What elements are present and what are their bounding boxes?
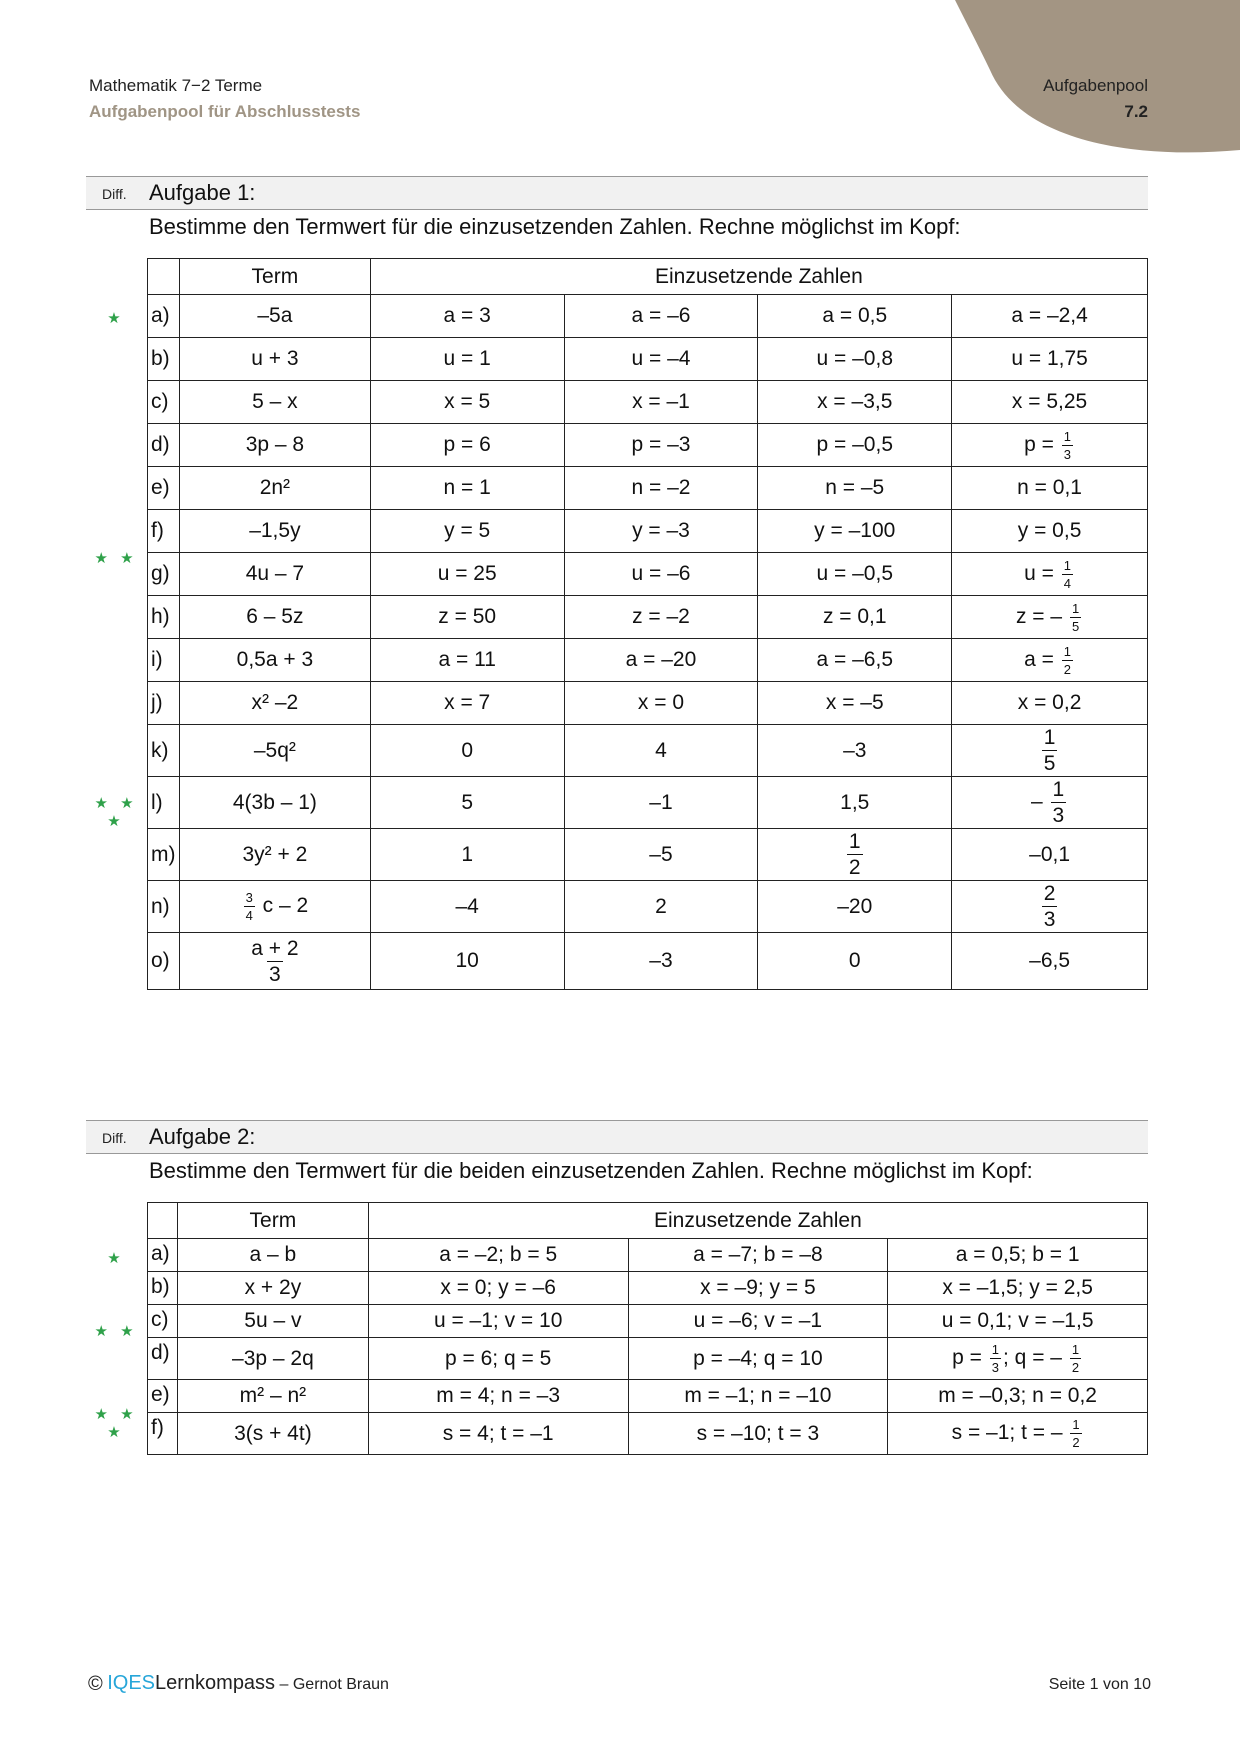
row-label: a) — [148, 1239, 178, 1272]
value-cell: a = –20 — [564, 639, 758, 682]
table-row — [148, 1305, 1148, 1338]
value-cell: p = –0,5 — [758, 424, 952, 467]
value-cell: –6,5 — [952, 933, 1148, 990]
header-left — [89, 76, 360, 122]
value-cell: u = –0,8 — [758, 338, 952, 381]
value-cell: u = –4 — [564, 338, 758, 381]
value-cell: –4 — [370, 881, 564, 933]
term-cell: 2n² — [179, 467, 370, 510]
fraction — [1062, 559, 1073, 590]
value-cell: y = 0,5 — [952, 510, 1148, 553]
row-label: f) — [148, 510, 180, 553]
row-label: d) — [148, 1338, 178, 1380]
table-row — [148, 424, 1148, 467]
value-cell: u = 1,75 — [952, 338, 1148, 381]
value-cell: –3 — [564, 933, 758, 990]
pool-subtitle: Aufgabenpool für Abschlusstests — [89, 102, 361, 121]
difficulty-stars-1: ★ — [107, 310, 125, 327]
value-cell: x = –1 — [564, 381, 758, 424]
task2-instruction: Bestimme den Termwert für die beiden einzusetzenden Zahlen. Rechne möglichst im Kopf: — [149, 1158, 1033, 1183]
table-row — [148, 725, 1148, 777]
fraction-numerator: 3 — [245, 890, 253, 905]
row-label: m) — [148, 829, 180, 881]
term-cell: a – b — [177, 1239, 368, 1272]
value-cell — [888, 1413, 1148, 1455]
term-cell: 3p – 8 — [179, 424, 370, 467]
fraction-numerator: 1 — [1063, 557, 1071, 573]
row-label: j) — [148, 682, 180, 725]
term-cell: 3y² + 2 — [179, 829, 370, 881]
value-cell: 0 — [758, 933, 952, 990]
table-row — [148, 777, 1148, 829]
value-cell: a = 0,5 — [758, 295, 952, 338]
subject-title: Mathematik 7−2 Terme — [89, 76, 263, 95]
fraction — [1070, 602, 1081, 633]
row-label: d) — [148, 424, 180, 467]
task1-instruction: Bestimme den Termwert für die einzusetzenden Zahlen. Rechne möglichst im Kopf: — [149, 214, 961, 239]
table-row — [148, 381, 1148, 424]
value-cell: m = –0,3; n = 0,2 — [888, 1380, 1148, 1413]
task2-title: Aufgabe 2: — [149, 1124, 256, 1149]
table-row — [148, 1413, 1148, 1455]
table-row — [148, 596, 1148, 639]
fraction-denominator: 2 — [1063, 661, 1071, 677]
value-cell: x = 0; y = –6 — [368, 1272, 628, 1305]
page-number: Seite 1 von 10 — [1048, 1676, 1151, 1693]
value-cell: 4 — [564, 725, 758, 777]
value-cell: y = 5 — [370, 510, 564, 553]
table-row — [148, 295, 1148, 338]
term-cell: 3(s + 4t) — [177, 1413, 368, 1455]
value-cell — [758, 829, 952, 881]
value-prefix: p = — [1024, 432, 1054, 456]
fraction-numerator: 1 — [1043, 726, 1056, 749]
table-row — [148, 338, 1148, 381]
task1-header-bar — [86, 176, 1148, 210]
value-cell: u = –0,5 — [758, 553, 952, 596]
value-cell: a = –2,4 — [952, 295, 1148, 338]
value-cell: u = –1; v = 10 — [368, 1305, 628, 1338]
fraction — [1051, 779, 1067, 826]
header-blank-cell — [148, 1203, 178, 1239]
term-cell: –1,5y — [179, 510, 370, 553]
pool-number: 7.2 — [1124, 102, 1148, 121]
difficulty-stars-2: ★ ★ — [94, 1323, 138, 1340]
value-cell: 5 — [370, 777, 564, 829]
value-cell: u = 1 — [370, 338, 564, 381]
value-cell: –1 — [564, 777, 758, 829]
term-cell: u + 3 — [179, 338, 370, 381]
fraction — [244, 891, 255, 922]
value-text: s = –1; t = – — [951, 1421, 1063, 1445]
term-cell: m² – n² — [177, 1380, 368, 1413]
fraction-numerator: 1 — [1071, 1342, 1080, 1357]
value-cell: 10 — [370, 933, 564, 990]
table-row — [148, 1239, 1148, 1272]
value-cell: p = 6 — [370, 424, 564, 467]
term-cell: x² –2 — [179, 682, 370, 725]
fraction — [847, 831, 863, 878]
value-prefix: – — [1030, 790, 1043, 814]
value-cell: x = 0 — [564, 682, 758, 725]
value-cell — [952, 881, 1148, 933]
term-cell: 6 – 5z — [179, 596, 370, 639]
col-header-term: Term — [179, 259, 370, 295]
term-cell: 5 – x — [179, 381, 370, 424]
fraction — [990, 1343, 1001, 1374]
fraction-denominator: 2 — [848, 856, 861, 879]
fraction-denominator: 5 — [1071, 618, 1080, 634]
fraction-denominator: 2 — [1071, 1360, 1080, 1375]
term-cell: –5a — [179, 295, 370, 338]
value-cell: –20 — [758, 881, 952, 933]
term-cell — [179, 933, 370, 990]
value-cell: p = 6; q = 5 — [368, 1338, 628, 1380]
value-cell: –0,1 — [952, 829, 1148, 881]
task2-header-bar — [86, 1120, 1148, 1154]
fraction-denominator: 3 — [1063, 446, 1071, 462]
col-header-values: Einzusetzende Zahlen — [370, 259, 1147, 295]
table-header-row — [148, 1203, 1148, 1239]
value-cell: p = –3 — [564, 424, 758, 467]
value-cell: x = –1,5; y = 2,5 — [888, 1272, 1148, 1305]
row-label: n) — [148, 881, 180, 933]
table-row — [148, 881, 1148, 933]
value-cell: 1,5 — [758, 777, 952, 829]
value-cell: u = –6 — [564, 553, 758, 596]
fraction-denominator: 4 — [245, 908, 253, 923]
value-cell: x = –3,5 — [758, 381, 952, 424]
fraction-denominator: 3 — [1052, 804, 1065, 827]
value-cell: a = –6 — [564, 295, 758, 338]
header-blank-cell — [148, 259, 180, 295]
value-cell: x = 0,2 — [952, 682, 1148, 725]
footer-credit — [88, 1672, 389, 1696]
fraction-numerator: 1 — [1071, 600, 1080, 616]
value-cell: z = 50 — [370, 596, 564, 639]
value-prefix: u = — [1024, 561, 1054, 585]
term-cell: 4u – 7 — [179, 553, 370, 596]
value-cell — [952, 639, 1148, 682]
table-row — [148, 829, 1148, 881]
col-header-values: Einzusetzende Zahlen — [368, 1203, 1147, 1239]
value-cell: a = 3 — [370, 295, 564, 338]
table-row — [148, 1338, 1148, 1380]
value-cell: u = 25 — [370, 553, 564, 596]
value-cell: s = 4; t = –1 — [368, 1413, 628, 1455]
row-label: c) — [148, 1305, 178, 1338]
row-label: b) — [148, 1272, 178, 1305]
row-label: e) — [148, 467, 180, 510]
value-cell: n = –5 — [758, 467, 952, 510]
term-cell: 4(3b – 1) — [179, 777, 370, 829]
term-suffix: c – 2 — [262, 894, 309, 918]
table-row — [148, 1272, 1148, 1305]
value-cell: y = –100 — [758, 510, 952, 553]
table-row — [148, 553, 1148, 596]
term-cell: 0,5a + 3 — [179, 639, 370, 682]
value-cell: u = 0,1; v = –1,5 — [888, 1305, 1148, 1338]
brand-lernkompass: Lernkompass — [155, 1672, 276, 1694]
fraction — [1062, 645, 1073, 676]
difficulty-stars-1: ★ — [107, 1250, 125, 1267]
value-cell: p = –4; q = 10 — [628, 1338, 888, 1380]
fraction-numerator: a + 2 — [251, 936, 299, 960]
row-label: b) — [148, 338, 180, 381]
table-row — [148, 682, 1148, 725]
difficulty-stars-3: ★ ★ ★ — [94, 1406, 138, 1441]
row-label: a) — [148, 295, 180, 338]
value-cell: a = –6,5 — [758, 639, 952, 682]
value-cell: x = –9; y = 5 — [628, 1272, 888, 1305]
fraction-numerator: 1 — [1063, 428, 1071, 444]
value-cell: x = 5 — [370, 381, 564, 424]
value-cell: n = 1 — [370, 467, 564, 510]
value-cell: x = 7 — [370, 682, 564, 725]
value-cell — [952, 553, 1148, 596]
table-row — [148, 1380, 1148, 1413]
row-label: g) — [148, 553, 180, 596]
col-header-term: Term — [177, 1203, 368, 1239]
value-cell: 2 — [564, 881, 758, 933]
fraction — [1070, 1418, 1081, 1449]
pool-label: Aufgabenpool — [1043, 76, 1148, 95]
fraction-denominator: 3 — [991, 1360, 1000, 1375]
value-cell: n = 0,1 — [952, 467, 1148, 510]
value-prefix: a = — [1024, 647, 1054, 671]
value-cell — [952, 777, 1148, 829]
fraction-numerator: 1 — [1052, 778, 1065, 801]
value-cell: m = 4; n = –3 — [368, 1380, 628, 1413]
term-cell: –3p – 2q — [177, 1338, 368, 1380]
fraction-denominator: 3 — [269, 962, 281, 986]
term-cell: –5q² — [179, 725, 370, 777]
row-label: c) — [148, 381, 180, 424]
fraction — [1042, 883, 1058, 930]
fraction — [249, 938, 300, 985]
value-cell: m = –1; n = –10 — [628, 1380, 888, 1413]
value-cell: x = 5,25 — [952, 381, 1148, 424]
row-label: f) — [148, 1413, 178, 1455]
value-cell: z = –2 — [564, 596, 758, 639]
value-cell — [952, 596, 1148, 639]
row-label: k) — [148, 725, 180, 777]
fraction-numerator: 1 — [1072, 1417, 1080, 1432]
fraction-denominator: 2 — [1072, 1435, 1080, 1450]
value-cell: u = –6; v = –1 — [628, 1305, 888, 1338]
table-row — [148, 933, 1148, 990]
value-cell: –5 — [564, 829, 758, 881]
header-right — [1043, 76, 1148, 122]
fraction-numerator: 2 — [1043, 882, 1056, 905]
task1-title: Aufgabe 1: — [149, 180, 256, 205]
value-cell — [952, 725, 1148, 777]
term-cell — [179, 881, 370, 933]
fraction-denominator: 3 — [1043, 908, 1056, 931]
value-cell: n = –2 — [564, 467, 758, 510]
value-cell: y = –3 — [564, 510, 758, 553]
value-prefix: z = – — [1015, 604, 1063, 628]
difficulty-stars-2: ★ ★ — [94, 550, 138, 567]
row-label: l) — [148, 777, 180, 829]
row-label: o) — [148, 933, 180, 990]
task1-table — [147, 258, 1148, 990]
copyright-symbol: © — [88, 1673, 103, 1695]
fraction-numerator: 1 — [991, 1342, 1000, 1357]
value-cell: a = –7; b = –8 — [628, 1239, 888, 1272]
fraction-denominator: 5 — [1043, 752, 1056, 775]
fraction-numerator: 1 — [848, 830, 861, 853]
table-row — [148, 510, 1148, 553]
fraction — [1062, 430, 1073, 461]
value-cell: x = –5 — [758, 682, 952, 725]
value-text: p = — [952, 1346, 982, 1370]
author: – Gernot Braun — [279, 1676, 389, 1693]
value-cell: a = 0,5; b = 1 — [888, 1239, 1148, 1272]
diff-label: Diff. — [102, 1130, 127, 1146]
row-label: e) — [148, 1380, 178, 1413]
value-cell — [888, 1338, 1148, 1380]
diff-label: Diff. — [102, 186, 127, 202]
value-cell: 1 — [370, 829, 564, 881]
fraction — [1070, 1343, 1081, 1374]
fraction-numerator: 1 — [1063, 643, 1071, 659]
value-cell — [952, 424, 1148, 467]
brand-iqes: IQES — [107, 1672, 155, 1694]
value-cell: a = –2; b = 5 — [368, 1239, 628, 1272]
fraction — [1042, 727, 1058, 774]
value-cell: 0 — [370, 725, 564, 777]
value-cell: –3 — [758, 725, 952, 777]
term-cell: x + 2y — [177, 1272, 368, 1305]
table-header-row — [148, 259, 1148, 295]
value-text: ; q = – — [1003, 1346, 1062, 1370]
value-cell: a = 11 — [370, 639, 564, 682]
term-cell: 5u – v — [177, 1305, 368, 1338]
row-label: h) — [148, 596, 180, 639]
table-row — [148, 467, 1148, 510]
table-row — [148, 639, 1148, 682]
difficulty-stars-3: ★ ★ ★ — [94, 795, 138, 830]
fraction-denominator: 4 — [1063, 575, 1071, 591]
task2-table — [147, 1202, 1148, 1455]
row-label: i) — [148, 639, 180, 682]
value-cell: s = –10; t = 3 — [628, 1413, 888, 1455]
value-cell: z = 0,1 — [758, 596, 952, 639]
